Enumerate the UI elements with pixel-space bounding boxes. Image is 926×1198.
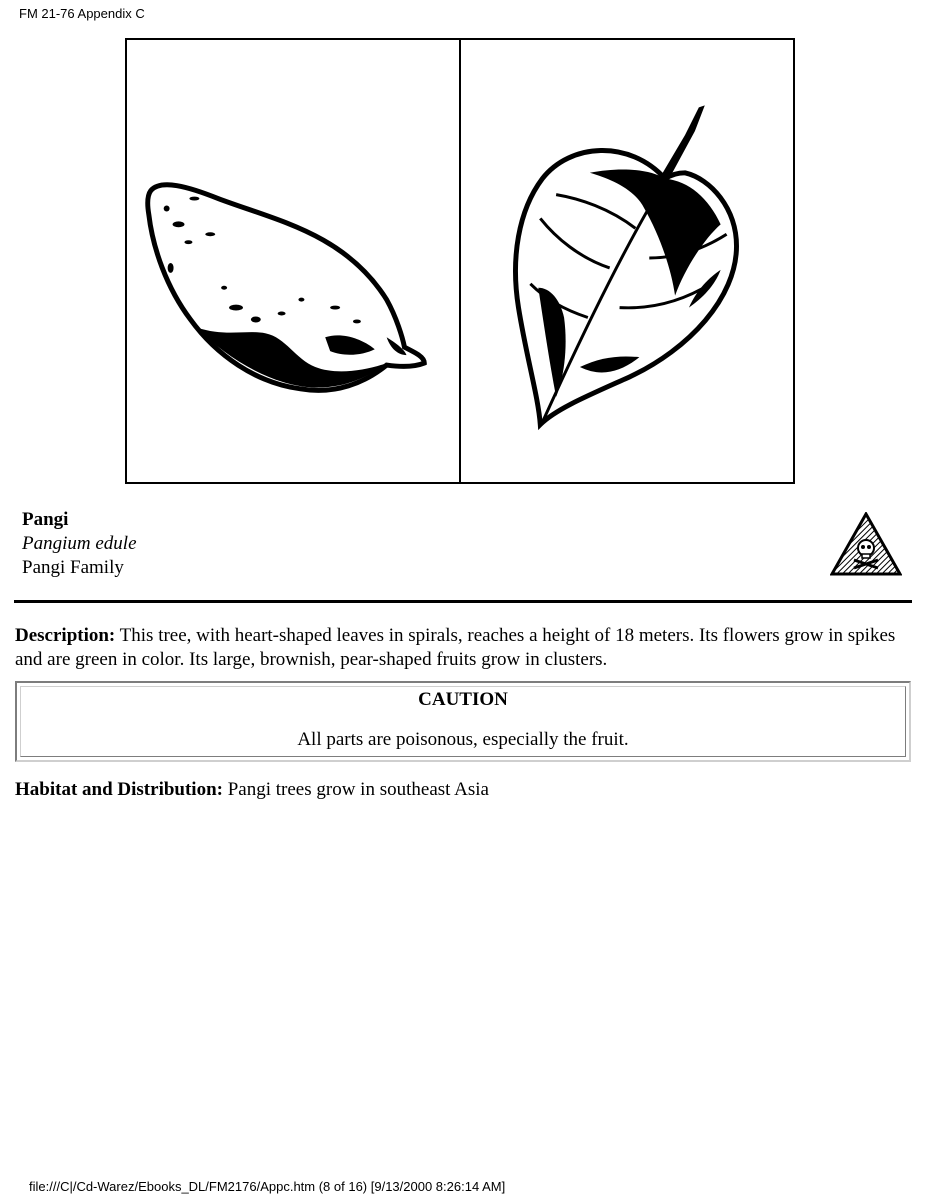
family-name: Pangi Family bbox=[22, 557, 124, 578]
page-footer: file:///C|/Cd-Warez/Ebooks_DL/FM2176/Appc.htm (8 of 16) [9/13/2000 8:26:14 AM] bbox=[29, 1179, 506, 1194]
description-text: This tree, with heart-shaped leaves in spirals, reaches a height of 18 meters. Its flowers grow in spikes and are green in color. Its large, brownish, pear-shaped fruits grow in clusters. bbox=[15, 625, 896, 670]
description-paragraph bbox=[15, 624, 905, 672]
leaf-illustration-icon bbox=[461, 40, 793, 482]
poison-skull-triangle-icon bbox=[830, 512, 902, 576]
plant-names bbox=[22, 508, 137, 580]
illustration-frame bbox=[125, 38, 795, 484]
page-header: FM 21-76 Appendix C bbox=[19, 6, 145, 21]
habitat-label: Habitat and Distribution: bbox=[15, 779, 223, 800]
leaf-panel bbox=[459, 40, 793, 482]
caution-box bbox=[15, 681, 911, 762]
caution-title: CAUTION bbox=[418, 689, 508, 710]
fruit-illustration-icon bbox=[127, 40, 459, 482]
description-label: Description: bbox=[15, 625, 116, 646]
section-divider bbox=[14, 600, 912, 603]
caution-text: All parts are poisonous, especially the fruit. bbox=[297, 729, 629, 750]
scientific-name: Pangium edule bbox=[22, 533, 137, 554]
fruit-panel bbox=[127, 40, 459, 482]
common-name: Pangi bbox=[22, 509, 69, 530]
habitat-paragraph bbox=[15, 778, 489, 802]
habitat-text: Pangi trees grow in southeast Asia bbox=[222, 779, 489, 800]
